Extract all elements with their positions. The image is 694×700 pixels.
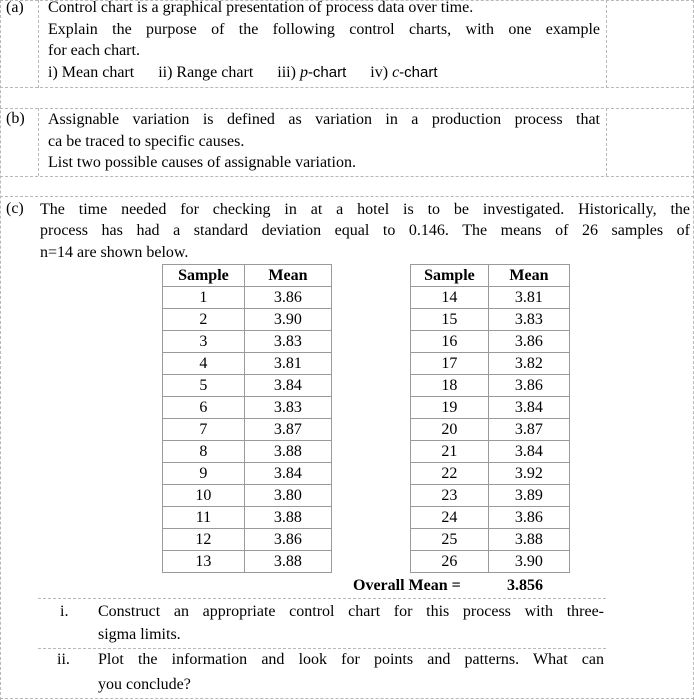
rule-right-a [606, 0, 607, 88]
table-row [163, 419, 332, 441]
header-mean: Mean [488, 265, 569, 287]
sample-cell: 5 [163, 375, 245, 397]
sample-cell: 26 [411, 551, 489, 573]
sample-cell: 23 [411, 485, 489, 507]
mean-cell: 3.86 [244, 529, 331, 551]
table-row [163, 331, 332, 353]
table-row [163, 353, 332, 375]
table-row [411, 331, 570, 353]
sample-cell: 22 [411, 463, 489, 485]
table-row [411, 397, 570, 419]
header-sample: Sample [163, 265, 245, 287]
table-row [163, 529, 332, 551]
part-a-line-2: Explain the purpose of the following control charts, with one example [48, 21, 600, 38]
sample-cell: 4 [163, 353, 245, 375]
sample-cell: 9 [163, 463, 245, 485]
sample-cell: 15 [411, 309, 489, 331]
mean-cell: 3.88 [244, 507, 331, 529]
mean-cell: 3.88 [244, 551, 331, 573]
sample-cell: 16 [411, 331, 489, 353]
table-row [411, 309, 570, 331]
rule-col-b [38, 108, 39, 176]
table-row [411, 419, 570, 441]
subquestion-ii-line-2: you conclude? [98, 676, 191, 693]
mean-cell: 3.92 [488, 463, 569, 485]
mean-cell: 3.84 [244, 463, 331, 485]
mean-cell: 3.83 [244, 397, 331, 419]
part-b-label: (b) [6, 110, 25, 127]
rule-left [0, 0, 1, 700]
rule-sub-ii [38, 648, 606, 649]
part-c-line-1: The time needed for checking in at a hotel is to be investigated. Historically, the [40, 201, 690, 218]
mean-cell: 3.90 [244, 309, 331, 331]
mean-cell: 3.81 [488, 287, 569, 309]
rule-c-start [0, 196, 694, 197]
sample-cell: 18 [411, 375, 489, 397]
part-b-line-3: List two possible causes of assignable variation. [48, 154, 356, 171]
subquestion-i-line-2: sigma limits. [98, 626, 181, 643]
mean-cell: 3.83 [244, 331, 331, 353]
table-row [411, 529, 570, 551]
mean-cell: 3.80 [244, 485, 331, 507]
sample-cell: 7 [163, 419, 245, 441]
mean-cell: 3.81 [244, 353, 331, 375]
sample-cell: 17 [411, 353, 489, 375]
table-row [163, 309, 332, 331]
overall-mean-value: 3.856 [507, 577, 543, 594]
header-sample: Sample [411, 265, 489, 287]
table-row [411, 441, 570, 463]
rule-bottom [0, 698, 694, 699]
table-row [163, 507, 332, 529]
table-row [411, 507, 570, 529]
rule-right-b [606, 108, 607, 176]
part-a-line-1: Control chart is a graphical presentation of process data over time. [48, 0, 474, 16]
table-row [163, 397, 332, 419]
sample-cell: 14 [411, 287, 489, 309]
subquestion-ii-line-1: Plot the information and look for points and patterns. What can [98, 651, 604, 668]
chart-item-range: ii) Range chart [158, 64, 254, 81]
mean-cell: 3.86 [488, 507, 569, 529]
means-table-left [162, 264, 332, 573]
mean-cell: 3.90 [488, 551, 569, 573]
table-row [411, 463, 570, 485]
sample-cell: 21 [411, 441, 489, 463]
mean-cell: 3.82 [488, 353, 569, 375]
part-a-label: (a) [6, 0, 24, 16]
rule-sub-i [38, 598, 606, 599]
mean-cell: 3.87 [244, 419, 331, 441]
part-a-chart-list [48, 63, 438, 83]
sample-cell: 12 [163, 529, 245, 551]
table-row [163, 287, 332, 309]
part-c-label: (c) [6, 200, 24, 217]
part-b-line-1: Assignable variation is defined as variation in a production process that [48, 111, 600, 128]
mean-cell: 3.84 [244, 375, 331, 397]
rule-b-start [0, 108, 694, 109]
sample-cell: 11 [163, 507, 245, 529]
chart-item-mean: i) Mean chart [48, 64, 135, 81]
part-c-line-3: n=14 are shown below. [40, 244, 189, 261]
mean-cell: 3.87 [488, 419, 569, 441]
part-b-line-2: ca be traced to specific causes. [48, 133, 245, 150]
subquestion-ii-num: ii. [57, 651, 70, 668]
mean-cell: 3.86 [488, 331, 569, 353]
chart-item-p: iii) p-chart [277, 64, 347, 81]
sample-cell: 1 [163, 287, 245, 309]
subquestion-i-line-1: Construct an appropriate control chart for this process with three- [98, 603, 604, 620]
table-row [163, 485, 332, 507]
sample-cell: 6 [163, 397, 245, 419]
mean-cell: 3.84 [488, 441, 569, 463]
rule-a-end [0, 87, 694, 88]
table-row [411, 353, 570, 375]
mean-cell: 3.89 [488, 485, 569, 507]
table-row [411, 375, 570, 397]
sample-cell: 25 [411, 529, 489, 551]
part-c-line-2: process has had a standard deviation equal to 0.146. The means of 26 samples of [40, 222, 690, 239]
header-mean: Mean [244, 265, 331, 287]
mean-cell: 3.88 [488, 529, 569, 551]
subquestion-i-num: i. [60, 603, 69, 620]
sample-cell: 19 [411, 397, 489, 419]
rule-b-end [0, 176, 694, 177]
means-table-right [410, 264, 570, 573]
mean-cell: 3.88 [244, 441, 331, 463]
sample-cell: 2 [163, 309, 245, 331]
rule-col-a [38, 0, 39, 88]
mean-cell: 3.84 [488, 397, 569, 419]
table-row [411, 287, 570, 309]
sample-cell: 8 [163, 441, 245, 463]
overall-mean-label: Overall Mean = [353, 577, 461, 594]
sample-cell: 10 [163, 485, 245, 507]
sample-cell: 20 [411, 419, 489, 441]
table-row [411, 485, 570, 507]
chart-item-c: iv) c-chart [370, 64, 438, 81]
sample-cell: 13 [163, 551, 245, 573]
mean-cell: 3.86 [244, 287, 331, 309]
mean-cell: 3.83 [488, 309, 569, 331]
table-row [411, 551, 570, 573]
table-row [163, 463, 332, 485]
table-row [163, 441, 332, 463]
table-row [163, 551, 332, 573]
table-row [163, 375, 332, 397]
mean-cell: 3.86 [488, 375, 569, 397]
sample-cell: 24 [411, 507, 489, 529]
sample-cell: 3 [163, 331, 245, 353]
part-a-line-3: for each chart. [48, 42, 140, 59]
